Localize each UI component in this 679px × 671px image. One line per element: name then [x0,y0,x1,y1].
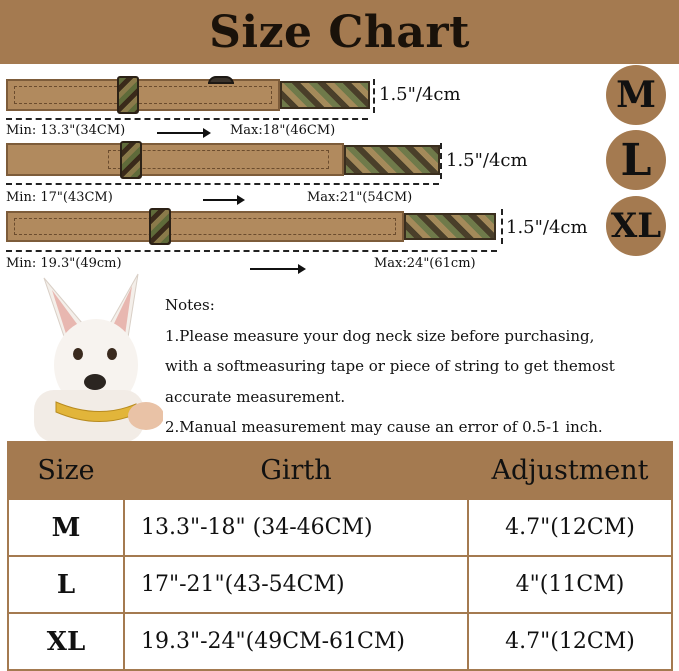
column-header-girth: Girth [124,442,468,499]
notes-heading: Notes: [165,296,215,314]
collar-xl-width-label: 1.5"/4cm [506,217,588,238]
size-badge-label: XL [610,206,662,246]
notes-section [165,290,670,443]
notes-line: 1.Please measure your dog neck size before purchasing, [165,326,595,345]
adjustment-cell: 4.7"(12CM) [468,499,672,556]
length-dimension-line [6,250,497,252]
velcro-panel [404,213,496,240]
notes-line: 2.Manual measurement may cause an error of 0.5-1 inch. [165,418,603,436]
collar-l-width-label: 1.5"/4cm [446,150,528,171]
size-badge-label: M [616,74,656,116]
size-badge-l [606,130,666,190]
length-dimension-line [6,183,439,185]
strap-slider [149,208,171,245]
page-title: Size Chart [209,6,470,58]
table-row [8,499,672,556]
velcro-panel [344,145,440,175]
collar-xl-max-label: Max:24"(61cm) [374,256,476,271]
size-table [7,441,673,671]
size-chart-banner [0,0,679,64]
width-dimension-line [440,143,442,179]
girth-cell: 19.3"-24"(49CM-61CM) [124,613,468,670]
column-header-size: Size [8,442,124,499]
size-badge-xl [606,196,666,256]
adjustment-cell: 4"(11CM) [468,556,672,613]
size-cell: XL [8,613,124,670]
girth-cell: 13.3"-18" (34-46CM) [124,499,468,556]
table-row [8,613,672,670]
collar-m-min-label: Min: 13.3"(34CM) [6,123,126,138]
strap-stitching [14,218,396,235]
adjustment-cell: 4.7"(12CM) [468,613,672,670]
size-badge-label: L [620,134,652,186]
dog-photo [28,270,163,442]
collar-strap [6,79,280,111]
notes-line: accurate measurement. [165,387,346,406]
collar-l-min-label: Min: 17"(43CM) [6,190,113,205]
table-header-row [8,442,672,499]
range-arrow-icon [250,268,304,270]
collar-buckle [208,76,234,84]
collar-strap [6,143,344,176]
strap-stitching [14,86,272,104]
column-header-adjustment: Adjustment [468,442,672,499]
collar-strap [6,211,404,242]
size-cell: M [8,499,124,556]
velcro-panel [280,81,370,109]
width-dimension-line [373,79,375,113]
range-arrow-icon [157,132,209,134]
range-arrow-icon [203,199,243,201]
strap-slider [120,141,142,179]
table-row [8,556,672,613]
collar-l-max-label: Max:21"(54CM) [307,190,413,205]
girth-cell: 17"-21"(43-54CM) [124,556,468,613]
strap-slider [117,76,139,114]
collar-m-max-label: Max:18"(46CM) [230,123,336,138]
size-badge-m [606,65,666,125]
collar-xl-min-label: Min: 19.3"(49cm) [6,256,122,271]
notes-line: with a softmeasuring tape or piece of string to get themost [165,357,615,375]
size-cell: L [8,556,124,613]
length-dimension-line [6,118,368,120]
collar-m-width-label: 1.5"/4cm [379,84,461,105]
width-dimension-line [501,209,503,244]
